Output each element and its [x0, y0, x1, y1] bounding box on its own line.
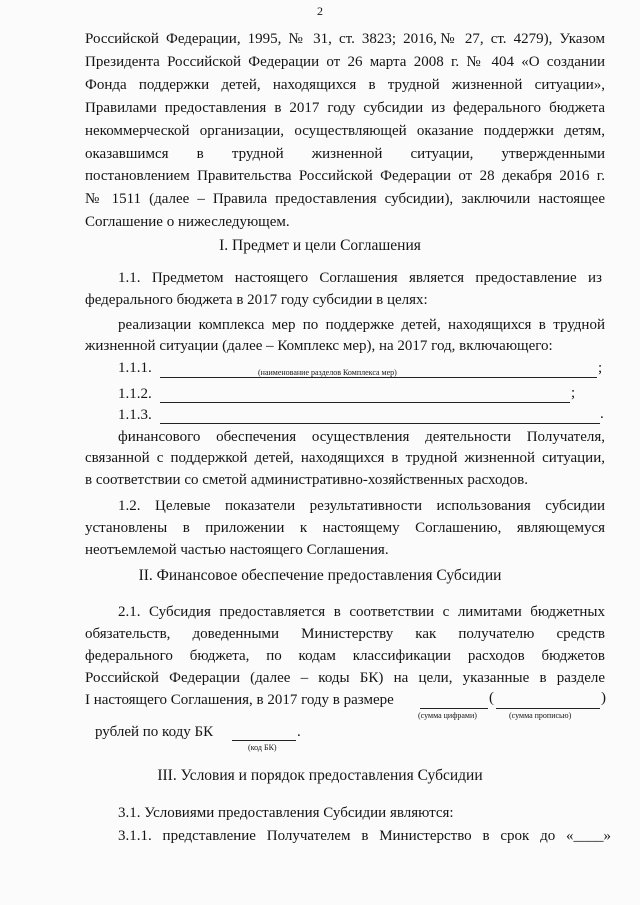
amount-words-blank	[496, 708, 600, 709]
section-1-clause-1-1-line: федерального бюджета в 2017 году субсидии в целях:	[85, 292, 428, 308]
item-1-1-1-label: 1.1.1.	[118, 360, 152, 376]
item-1-1-3-label: 1.1.3.	[118, 407, 152, 423]
intro-line: оказавшимся в трудной жизненной ситуации, утвержденными	[85, 145, 605, 162]
budget-code-caption: (код БК)	[248, 743, 277, 752]
item-1-1-3-end: .	[600, 406, 604, 422]
clause-3-1: 3.1. Условиями предоставления Субсидии являются:	[118, 805, 454, 821]
section-1-purpose-line: жизненной ситуации (далее – Комплекс мер), на 2017 год, включающего:	[85, 338, 553, 354]
clause-2-1-line: Российской Федерации (далее – коды БК) на цели, указанные в разделе	[85, 670, 605, 686]
section-2-heading: II. Финансовое обеспечение предоставления Субсидии	[138, 567, 502, 584]
amount-words-paren-open: (	[489, 690, 494, 706]
clause-2-1-line: обязательств, доведенными Министерству как получателю средств	[85, 626, 605, 642]
budget-code-end: .	[297, 724, 301, 740]
intro-line: Соглашение о нижеследующем.	[85, 214, 290, 231]
amount-digits-blank	[420, 708, 488, 709]
item-1-1-3-blank-line	[160, 423, 600, 424]
financing-line: финансового обеспечения осуществления деятельности Получателя,	[118, 429, 605, 445]
item-1-1-1-blank-line	[160, 377, 597, 378]
item-1-1-1-end: ;	[598, 360, 603, 376]
budget-code-label: рублей по коду БК	[95, 724, 214, 740]
intro-line: некоммерческой организации, осуществляющей оказание поддержки детям,	[85, 122, 605, 139]
section-1-heading: I. Предмет и цели Соглашения	[219, 237, 421, 254]
amount-words-paren-close: )	[601, 690, 606, 706]
financing-line: связанной с поддержкой детей, находящихся в трудной жизненной ситуации,	[85, 450, 605, 466]
clause-2-1-line: 2.1. Субсидия предоставляется в соответствии с лимитами бюджетных	[118, 604, 605, 620]
financing-line: в соответствии со сметой административно-хозяйственных расходов.	[85, 472, 529, 488]
clause-1-2-line: установлены в приложении к настоящему Соглашению, являющемуся	[85, 520, 605, 536]
intro-line: Фонда поддержки детей, находящихся в трудной жизненной ситуации»,	[85, 76, 605, 93]
intro-line: № 1511 (далее – Правила предоставления субсидии), заключили настоящее	[85, 191, 605, 208]
item-1-1-2-end: ;	[571, 385, 576, 401]
page-number: 2	[317, 4, 323, 18]
item-1-1-2-label: 1.1.2.	[118, 386, 152, 402]
item-1-1-2-blank-line	[160, 402, 570, 403]
clause-1-2-line: неотъемлемой частью настоящего Соглашения.	[85, 542, 389, 558]
amount-digits-caption: (сумма цифрами)	[418, 711, 477, 720]
section-1-purpose-line: реализации комплекса мер по поддержке детей, находящихся в трудной	[118, 317, 605, 333]
intro-line: Правилами предоставления в 2017 году субсидии из федерального бюджета	[85, 99, 605, 116]
intro-line: постановлением Правительства Российской Федерации от 28 декабря 2016 г.	[85, 168, 605, 185]
item-1-1-1-caption: (наименование разделов Комплекса мер)	[258, 368, 397, 377]
clause-2-1-line: I настоящего Соглашения, в 2017 году в размере	[85, 692, 394, 708]
intro-line: Российской Федерации, 1995, № 31, ст. 3823; 2016,№ 27, ст. 4279), Указом	[85, 31, 605, 47]
intro-line: Президента Российской Федерации от 26 марта 2008 г. № 404 «О создании	[85, 53, 605, 70]
clause-1-2-line: 1.2. Целевые показатели результативности использования субсидии	[118, 498, 605, 514]
intro-paragraph	[85, 28, 605, 234]
clause-2-1-line: федерального бюджета, по кодам классификации расходов бюджетов	[85, 648, 605, 664]
section-1-clause-1-1-line: 1.1. Предметом настоящего Соглашения является предоставление из	[118, 270, 602, 286]
amount-words-caption: (сумма прописью)	[509, 711, 572, 720]
budget-code-blank	[232, 740, 296, 741]
section-3-heading: III. Условия и порядок предоставления Субсидии	[157, 767, 483, 784]
clause-3-1-1: 3.1.1. представление Получателем в Министерство в срок до «____»	[118, 828, 611, 844]
